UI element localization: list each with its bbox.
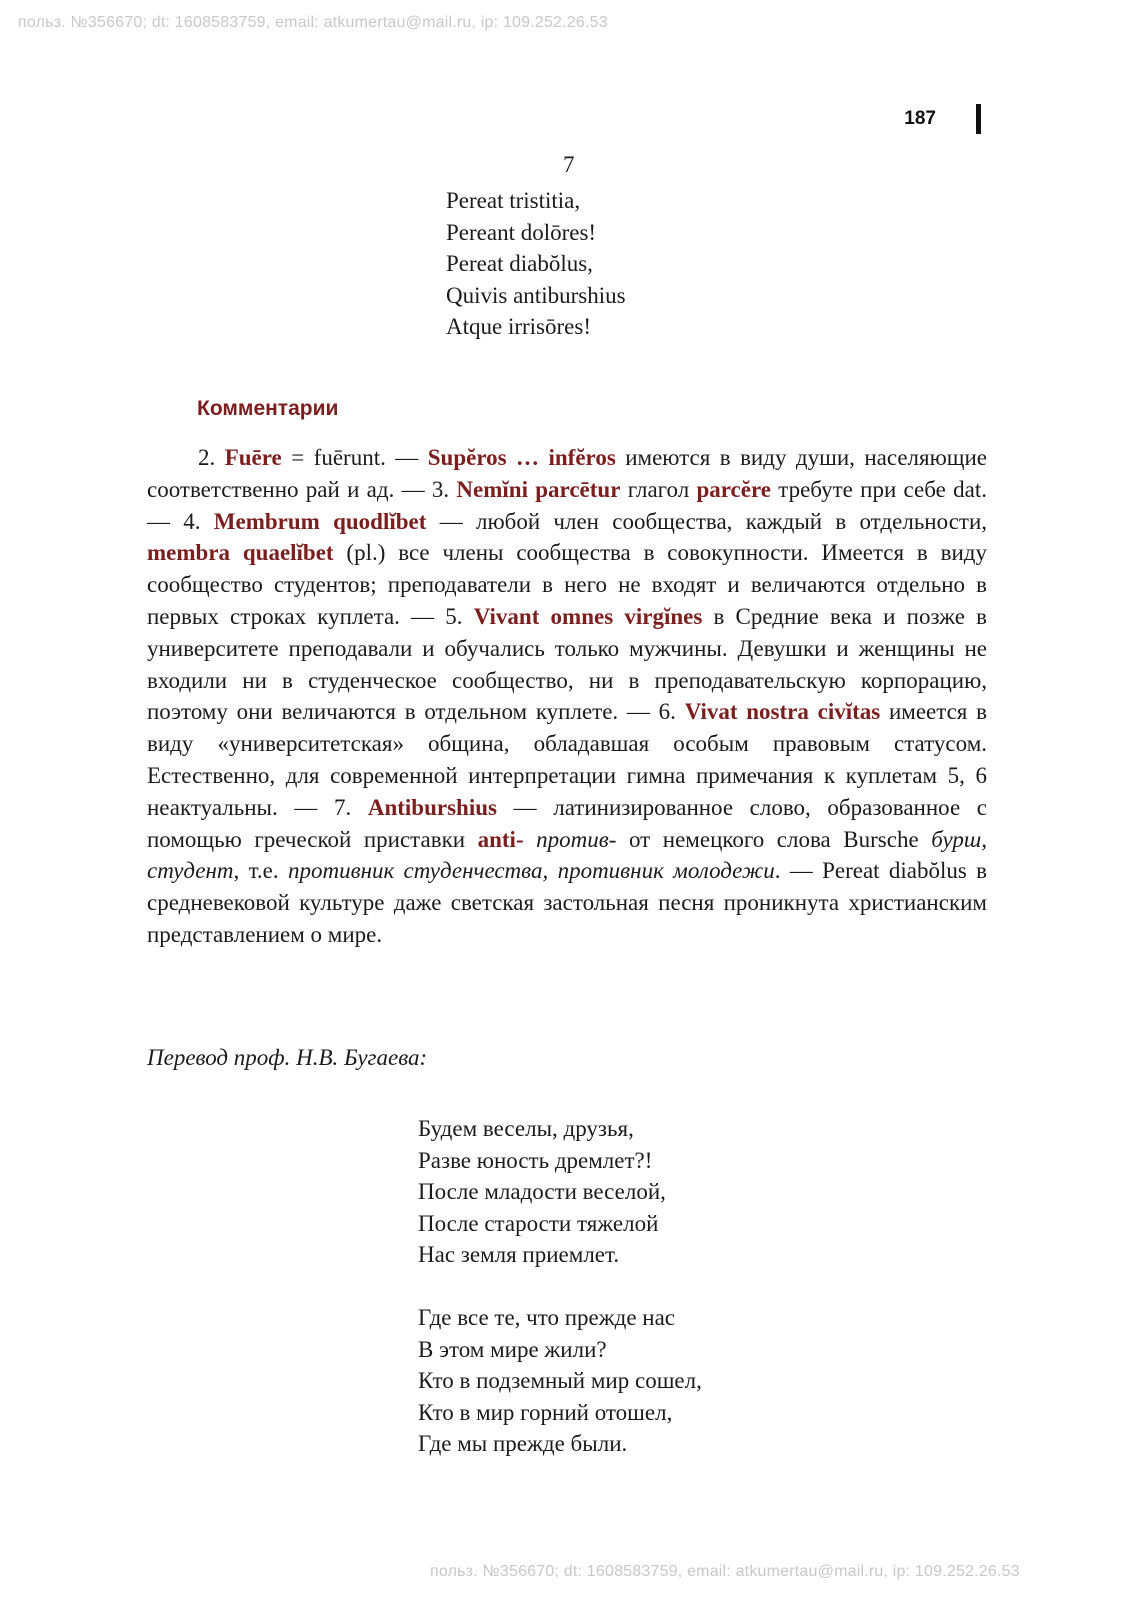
commentary-paragraph [147, 442, 987, 951]
latin-term: anti- [477, 826, 524, 852]
verse-line: Нас земля приемлет. [418, 1242, 620, 1268]
verse-line: Pereant dolōres! [446, 219, 597, 245]
latin-term: Fuēre [224, 445, 282, 470]
commentary-text: (pl.) все члены сообщества в совокупности. Имеется в виду сообщество студентов; преподаватели в него не входят и величаются отдельно в первых строках куплета. — 5. [147, 540, 987, 629]
verse-line: Quivis antiburshius [446, 282, 626, 308]
translation-stanza-2 [418, 1302, 702, 1460]
verse-line: Разве юность дремлет?! [418, 1147, 653, 1173]
latin-term: membra quaelĭbet [147, 540, 334, 566]
commentary-text: — любой член сообщества, каждый в отдельности, [426, 508, 988, 534]
page-number: 187 [904, 108, 936, 129]
page-number-bar [976, 104, 981, 134]
verse-line: В этом мире жили? [418, 1336, 607, 1362]
watermark-top: польз. №356670; dt: 1608583759, email: atkumertau@mail.ru, ip: 109.252.26.53 [18, 14, 608, 31]
comments-heading: Комментарии [197, 397, 339, 420]
verse-line: Где все те, что прежде нас [418, 1305, 676, 1330]
translation-stanza-1 [418, 1113, 666, 1271]
commentary-text: 2. [198, 445, 225, 470]
latin-term: Antiburshius [367, 794, 497, 820]
latin-term: Supĕros … infĕros [427, 445, 616, 470]
latin-term: parcĕre [696, 476, 771, 502]
italic-gloss: против- [536, 826, 617, 852]
verse-line: Pereat tristitia, [446, 188, 581, 213]
commentary-text: имеется в виду «университетская» община, обладавшая особым правовым статусом. Естественно, для современной интерпретации гимна примечания к куплетам 5, 6 неактуальны. — 7. [147, 699, 988, 820]
verse-line: Где мы прежде были. [418, 1431, 628, 1457]
commentary-text: имеются в виду души, населяющие соответственно рай и ад. — 3. [147, 445, 988, 502]
verse-line: После старости тяжелой [418, 1210, 659, 1236]
latin-term: Nemĭni parcētur [456, 476, 621, 502]
commentary-text: требуте при себе dat. — 4. [147, 476, 987, 534]
verse-line: Pereat diabŏlus, [446, 251, 593, 277]
italic-gloss: бурш, студент [147, 826, 988, 884]
latin-term: Membrum quodlĭbet [213, 508, 427, 534]
commentary-text: — латинизированное слово, образованное с помощью греческой приставки [147, 794, 987, 852]
verse-line: Кто в подземный мир сошел, [418, 1368, 702, 1394]
commentary-text [524, 827, 537, 852]
verse-line: Кто в мир горний отошел, [418, 1399, 673, 1425]
commentary-text: , т.е. [233, 858, 288, 884]
watermark-bottom: польз. №356670; dt: 1608583759, email: atkumertau@mail.ru, ip: 109.252.26.53 [430, 1563, 1020, 1580]
commentary-text: . — Pereat diabŏlus в средневековой культуре даже светская застольная песня проникнута христианским представлением о мире. [147, 858, 988, 947]
verse-line: После младости веселой, [418, 1179, 666, 1205]
latin-stanza [446, 185, 626, 343]
commentary-text: = fuērunt. — [281, 445, 428, 470]
verse-line: Atque irrisōres! [446, 314, 591, 340]
stanza-number: 7 [563, 152, 575, 177]
commentary-text: глагол [620, 476, 697, 502]
commentary-text: в Средние века и позже в университете преподавали и обучались только мужчины. Девушки и женщины не входили ни в студенческое сообщество, ни в преподавательскую корпорацию, поэтому они величаются в отдельном куплете. — 6. [147, 603, 987, 725]
translation-label: Перевод проф. Н.В. Бугаева: [147, 1045, 428, 1070]
verse-line: Будем веселы, друзья, [418, 1116, 634, 1141]
commentary-text: от немецкого слова Bursche [616, 826, 932, 852]
latin-term: Vivant omnes virgĭnes [473, 603, 703, 629]
latin-term: Vivat nostra civĭtas [684, 699, 881, 725]
italic-gloss: противник студенчества, противник молодежи [287, 858, 775, 884]
